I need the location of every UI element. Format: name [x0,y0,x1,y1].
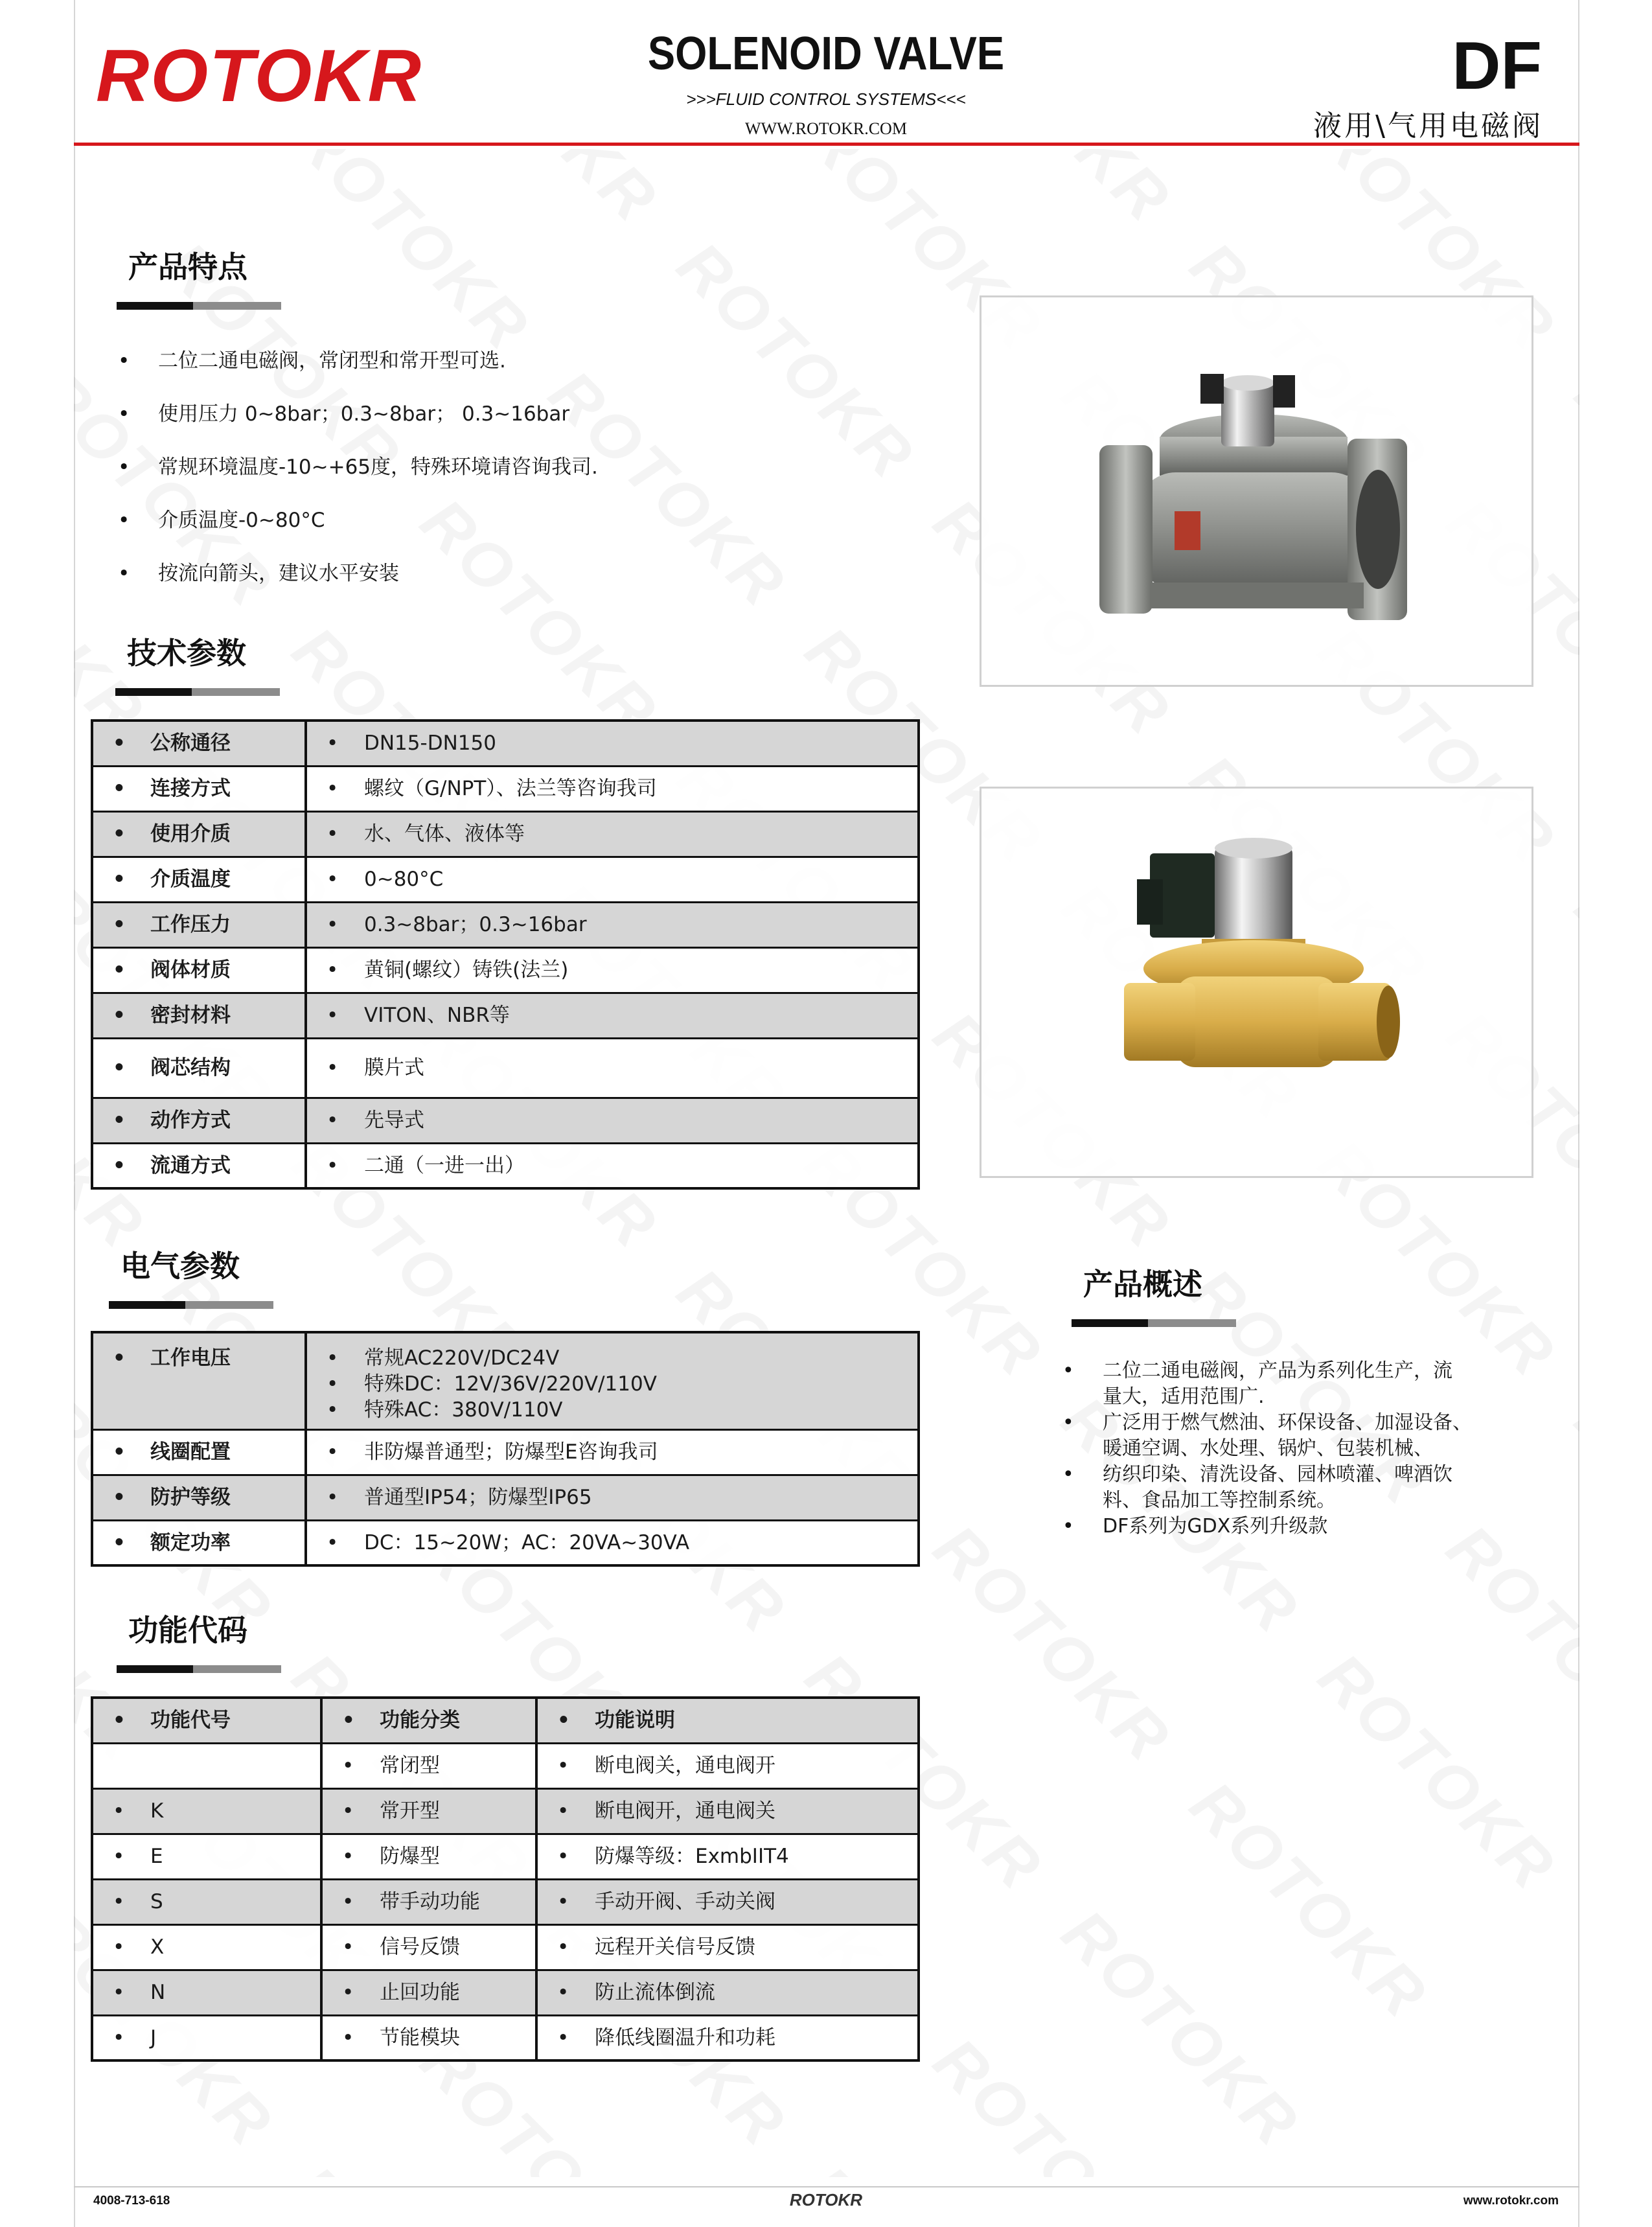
function-heading-bar [117,1665,281,1673]
page-subtitle: >>>FLUID CONTROL SYSTEMS<<< [686,89,966,109]
table-row: • 介质温度 • 0~80°C [92,857,919,902]
function-code: S [150,1890,163,1913]
param-value: VITON、NBR等 [364,1004,510,1027]
function-category: 常闭型 [380,1754,440,1777]
param-value: 二通（一进一出） [364,1153,525,1177]
tech-heading: 技术参数 [127,636,246,671]
column-header: 功能说明 [595,1709,675,1733]
param-value: DN15-DN150 [364,732,496,756]
param-value: 先导式 [364,1109,424,1132]
overview-line: • 二位二通电磁阀，产品为系列化生产，流 [1103,1359,1452,1382]
overview-list [1062,1358,1516,1540]
table-row: • 密封材料 • VITON、NBR等 [92,993,919,1038]
function-category: 带手动功能 [380,1890,480,1913]
tech-heading-bar [115,688,280,696]
footer-phone: 4008-713-618 [93,2194,170,2208]
table-row: • 工作电压 • 常规AC220V/DC24V • 特殊DC：12V/36V/220V/110V • 特殊AC：380V/110V [92,1332,919,1429]
param-name: 阀芯结构 [150,1056,231,1079]
overview-item [1062,1410,1516,1462]
table-row: • 阀芯结构 • 膜片式 [92,1038,919,1098]
param-name: 额定功率 [150,1530,231,1554]
table-row: • 工作压力 • 0.3~8bar；0.3~16bar [92,902,919,947]
table-row: • E • 防爆型 • 防爆等级：ExmbIIT4 [92,1834,919,1879]
param-name: 公称通径 [150,732,231,756]
table-row: • 使用介质 • 水、气体、液体等 [92,811,919,857]
function-code: K [150,1799,164,1823]
table-row: • 流通方式 • 二通（一进一出） [92,1143,919,1188]
table-row: • X • 信号反馈 • 远程开关信号反馈 [92,1924,919,1970]
voltage-key: 工作电压 [150,1346,231,1370]
brass-valve-image [981,789,1532,1176]
param-name: 动作方式 [150,1109,231,1132]
voltage-line: 特殊AC：380V/110V [364,1398,563,1422]
table-header-row: • 功能代号 • 功能分类 • 功能说明 [92,1698,919,1743]
function-description: 防爆等级：ExmbIIT4 [595,1845,789,1868]
param-name: 密封材料 [150,1004,231,1027]
function-description: 防止流体倒流 [595,1981,715,2004]
table-row: • K • 常开型 • 断电阀开，通电阀关 [92,1788,919,1834]
overview-line: • DF系列为GDX系列升级款 [1103,1515,1328,1538]
param-name: 工作压力 [150,913,231,936]
column-header: 功能代号 [150,1709,231,1733]
param-name: 防护等级 [150,1486,231,1509]
feature-item: • 按流向箭头，建议水平安装 [118,547,895,600]
param-name: 阀体材质 [150,958,231,982]
features-heading: 产品特点 [128,249,247,284]
function-category: 常开型 [380,1799,440,1823]
function-category: 节能模块 [380,2025,460,2049]
product-image-flanged [980,295,1533,687]
param-value: 螺纹（G/NPT）、法兰等咨询我司 [364,777,657,800]
electrical-spec-table [91,1331,920,1567]
function-code: J [150,2025,157,2049]
function-description: 断电阀关，通电阀开 [595,1754,775,1777]
model-code: DF [1452,29,1542,104]
param-value: 黄铜(螺纹）铸铁(法兰) [364,958,569,982]
features-list [118,334,895,600]
table-row: • 公称通径 • DN15-DN150 [92,721,919,766]
table-row: • J • 节能模块 • 降低线圈温升和功耗 [92,2015,919,2060]
table-row: • 额定功率 • DC：15~20W；AC：20VA~30VA [92,1520,919,1565]
function-category: 止回功能 [380,1981,460,2004]
table-row: • 动作方式 • 先导式 [92,1098,919,1143]
function-code: E [150,1845,163,1868]
overview-line: 暖通空调、水处理、锅炉、包装机械、 [1103,1437,1433,1460]
overview-line: 料、食品加工等控制系统。 [1103,1489,1336,1512]
param-name: 流通方式 [150,1153,231,1177]
overview-line: 量大，适用范围广. [1103,1385,1265,1408]
function-category: 信号反馈 [380,1935,460,1959]
brand-logo: ROTOKR [96,35,422,117]
function-description: 手动开阀、手动关阀 [595,1890,775,1913]
voltage-line: 常规AC220V/DC24V [364,1346,560,1370]
electrical-heading-bar [109,1301,273,1309]
function-heading: 功能代码 [128,1613,247,1648]
function-code: X [150,1935,165,1959]
overview-item [1062,1358,1516,1410]
function-code-table [91,1696,920,2062]
table-row: • 防护等级 • 普通型IP54；防爆型IP65 [92,1475,919,1520]
table-row: • 线圈配置 • 非防爆普通型；防爆型E咨询我司 [92,1429,919,1475]
param-value: 普通型IP54；防爆型IP65 [364,1486,592,1509]
table-row: • S • 带手动功能 • 手动开阀、手动关阀 [92,1879,919,1924]
footer-logo: ROTOKR [789,2190,863,2210]
flanged-valve-image [981,297,1532,685]
overview-line: • 广泛用于燃气燃油、环保设备、加湿设备、 [1103,1411,1472,1434]
features-heading-bar [117,302,281,310]
overview-heading-bar [1072,1319,1236,1327]
overview-item [1062,1462,1516,1514]
param-value: 膜片式 [364,1056,424,1079]
table-row: • 常闭型 • 断电阀关，通电阀开 [92,1743,919,1788]
model-chinese-name: 液用\气用电磁阀 [1313,110,1543,143]
tech-spec-table [91,719,920,1190]
table-row: • 连接方式 • 螺纹（G/NPT）、法兰等咨询我司 [92,766,919,811]
footer-url: www.rotokr.com [1463,2194,1559,2208]
function-description: 远程开关信号反馈 [595,1935,755,1959]
param-name: 线圈配置 [150,1440,231,1464]
param-name: 使用介质 [150,822,231,846]
param-value: 非防爆普通型；防爆型E咨询我司 [364,1440,658,1464]
header-url: WWW.ROTOKR.COM [745,119,907,138]
function-description: 降低线圈温升和功耗 [595,2025,775,2049]
param-value: 水、气体、液体等 [364,822,525,846]
param-value: DC：15~20W；AC：20VA~30VA [364,1530,690,1554]
param-name: 连接方式 [150,777,231,800]
table-row: • 阀体材质 • 黄铜(螺纹）铸铁(法兰) [92,947,919,993]
overview-item [1062,1514,1516,1540]
overview-heading: 产品概述 [1083,1267,1202,1302]
param-value: 0.3~8bar；0.3~16bar [364,913,587,936]
feature-item: • 常规环境温度-10~+65度，特殊环境请咨询我司. [118,441,895,494]
electrical-heading: 电气参数 [120,1249,240,1284]
param-value: 0~80°C [364,868,444,891]
table-row: • N • 止回功能 • 防止流体倒流 [92,1970,919,2015]
param-name: 介质温度 [150,868,231,891]
page-title: SOLENOID VALVE [647,28,1005,80]
feature-item: • 介质温度-0~80°C [118,494,895,547]
feature-item: • 使用压力 0~8bar；0.3~8bar； 0.3~16bar [118,387,895,441]
product-image-brass [980,787,1533,1178]
header-divider [74,143,1579,146]
function-description: 断电阀开，通电阀关 [595,1799,775,1823]
function-category: 防爆型 [380,1845,440,1868]
voltage-line: 特殊DC：12V/36V/220V/110V [364,1372,657,1396]
function-code: N [150,1981,166,2004]
column-header: 功能分类 [380,1709,460,1733]
footer-divider [74,2186,1579,2187]
overview-line: • 纺织印染、清洗设备、园林喷灌、啤酒饮 [1103,1463,1452,1486]
feature-item: • 二位二通电磁阀，常闭型和常开型可选. [118,334,895,387]
